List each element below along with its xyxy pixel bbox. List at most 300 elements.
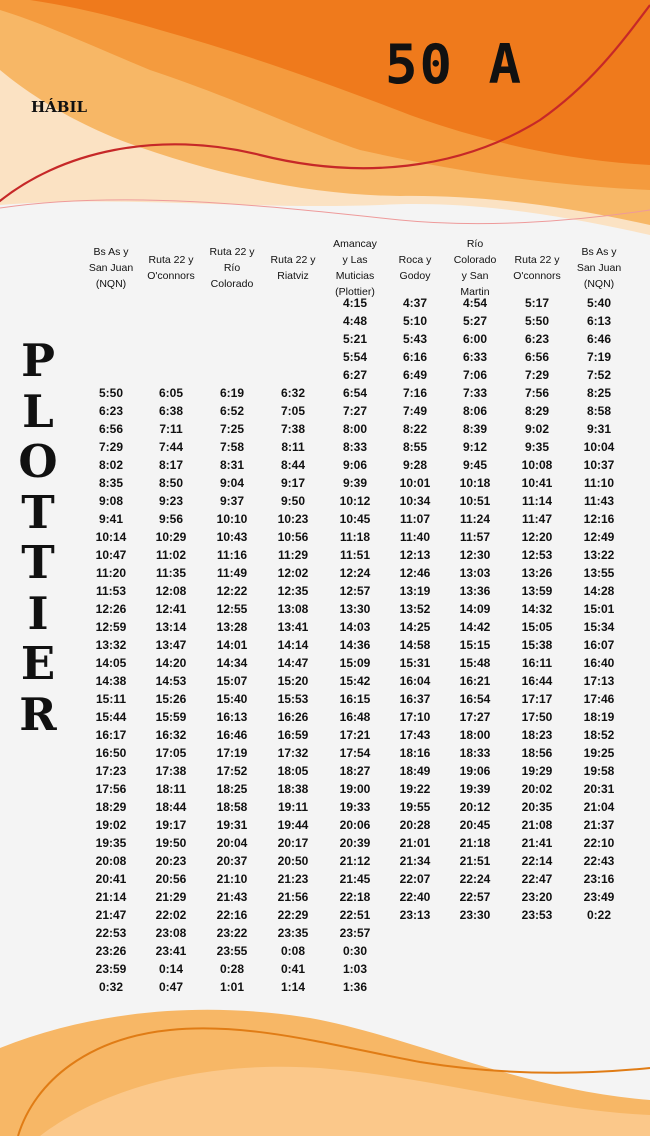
departure-time: 18:05 xyxy=(277,764,309,778)
departure-time: 10:34 xyxy=(399,494,431,508)
departure-time: 9:37 xyxy=(219,494,245,508)
town-name-letter: T xyxy=(21,536,55,589)
departure-time: 10:14 xyxy=(95,530,127,544)
departure-time: 15:15 xyxy=(459,638,491,652)
departure-time: 16:11 xyxy=(521,656,553,670)
departure-time: 6:33 xyxy=(462,350,488,364)
departure-time: 13:52 xyxy=(399,602,431,616)
departure-time: 0:22 xyxy=(586,908,612,922)
departure-time: 9:02 xyxy=(524,422,550,436)
departure-time: 8:50 xyxy=(158,476,184,490)
departure-time: 20:41 xyxy=(95,872,127,886)
departure-time: 18:44 xyxy=(155,800,187,814)
departure-time: 11:02 xyxy=(155,548,187,562)
departure-time: 14:09 xyxy=(459,602,491,616)
departure-time: 13:32 xyxy=(95,638,127,652)
departure-time: 17:50 xyxy=(521,710,553,724)
departure-time: 8:39 xyxy=(462,422,488,436)
departure-time: 8:55 xyxy=(402,440,428,454)
departure-time: 19:00 xyxy=(339,782,371,796)
departure-time: 11:07 xyxy=(399,512,431,526)
departure-time: 16:48 xyxy=(339,710,371,724)
departure-time: 23:35 xyxy=(277,926,309,940)
column-header-line: Riatviz xyxy=(277,270,309,282)
departure-time: 12:30 xyxy=(459,548,491,562)
town-name-letter: I xyxy=(27,586,49,640)
departure-time: 11:40 xyxy=(399,530,431,544)
column-header-line: (Plottier) xyxy=(335,286,375,298)
departure-time: 22:29 xyxy=(277,908,309,922)
departure-time: 20:37 xyxy=(216,854,248,868)
departure-time: 11:29 xyxy=(277,548,309,562)
departure-time: 18:29 xyxy=(95,800,127,814)
departure-time: 20:12 xyxy=(459,800,491,814)
departure-time: 7:06 xyxy=(462,368,488,382)
departure-time: 9:12 xyxy=(462,440,488,454)
departure-time: 10:45 xyxy=(339,512,371,526)
departure-time: 19:22 xyxy=(399,782,431,796)
departure-time: 12:08 xyxy=(155,584,187,598)
departure-time: 14:28 xyxy=(583,584,615,598)
departure-time: 17:05 xyxy=(155,746,187,760)
departure-time: 15:38 xyxy=(521,638,553,652)
departure-time: 11:51 xyxy=(339,548,371,562)
departure-time: 21:10 xyxy=(216,872,248,886)
departure-time: 8:58 xyxy=(586,404,612,418)
departure-time: 17:10 xyxy=(399,710,431,724)
bottom-decoration xyxy=(0,1000,650,1136)
departure-time: 15:07 xyxy=(216,674,248,688)
column-header-line: Bs As y xyxy=(93,246,129,258)
departure-time: 6:16 xyxy=(402,350,428,364)
departure-time: 13:55 xyxy=(583,566,615,580)
departure-time: 22:18 xyxy=(339,890,371,904)
departure-time: 6:56 xyxy=(524,350,550,364)
departure-time: 0:47 xyxy=(158,980,184,994)
departure-time: 6:54 xyxy=(342,386,368,400)
departure-time: 23:57 xyxy=(339,926,371,940)
departure-time: 22:43 xyxy=(583,854,615,868)
column-header-line: Ruta 22 y xyxy=(209,246,255,258)
column-header-line: (NQN) xyxy=(95,278,127,290)
departure-time: 23:08 xyxy=(155,926,187,940)
town-name-letter: O xyxy=(18,435,58,488)
column-header-line: Ruta 22 y xyxy=(514,254,560,266)
departure-time: 19:02 xyxy=(95,818,127,832)
departure-time: 20:06 xyxy=(339,818,371,832)
departure-time: 9:17 xyxy=(280,476,306,490)
departure-time: 12:41 xyxy=(155,602,187,616)
column-header-c2 xyxy=(139,222,203,314)
departure-time: 10:01 xyxy=(399,476,431,490)
departure-time: 10:29 xyxy=(155,530,187,544)
departure-time: 12:13 xyxy=(399,548,431,562)
departure-time: 18:33 xyxy=(459,746,491,760)
departure-time: 7:29 xyxy=(98,440,124,454)
departure-time: 22:51 xyxy=(339,908,371,922)
column-header-line: Martin xyxy=(460,286,490,298)
departure-time: 16:54 xyxy=(459,692,491,706)
departure-time: 22:07 xyxy=(399,872,431,886)
departure-time: 21:04 xyxy=(583,800,615,814)
town-name-vertical xyxy=(15,336,61,740)
departure-time: 14:25 xyxy=(399,620,431,634)
column-header-line: Colorado xyxy=(210,278,254,290)
departure-time: 12:46 xyxy=(399,566,431,580)
departure-time: 15:42 xyxy=(339,674,371,688)
departure-time: 15:20 xyxy=(277,674,309,688)
departure-time: 5:21 xyxy=(342,332,368,346)
departure-time: 15:05 xyxy=(521,620,553,634)
departure-time: 13:26 xyxy=(521,566,553,580)
departure-time: 16:13 xyxy=(216,710,248,724)
departure-time: 0:30 xyxy=(342,944,368,958)
departure-time: 5:17 xyxy=(524,296,550,310)
departure-time: 14:42 xyxy=(459,620,491,634)
departure-time: 8:31 xyxy=(219,458,245,472)
departure-time: 21:47 xyxy=(95,908,127,922)
departure-time: 14:47 xyxy=(277,656,309,670)
departure-time: 13:08 xyxy=(277,602,309,616)
departure-time: 13:30 xyxy=(339,602,371,616)
departure-time: 9:31 xyxy=(586,422,612,436)
departure-time: 21:37 xyxy=(583,818,615,832)
departure-time: 15:48 xyxy=(459,656,491,670)
departure-time: 8:25 xyxy=(586,386,612,400)
departure-time: 0:41 xyxy=(280,962,306,976)
departure-time: 19:25 xyxy=(583,746,615,760)
departure-time: 6:49 xyxy=(402,368,428,382)
town-name-letter: R xyxy=(19,687,57,741)
departure-time: 12:24 xyxy=(339,566,371,580)
departure-time: 13:28 xyxy=(216,620,248,634)
departure-time: 11:53 xyxy=(95,584,127,598)
departure-time: 18:25 xyxy=(216,782,248,796)
departure-time: 9:50 xyxy=(280,494,306,508)
departure-time: 6:56 xyxy=(98,422,124,436)
departure-time: 23:22 xyxy=(216,926,248,940)
departure-time: 21:08 xyxy=(521,818,553,832)
departure-time: 22:24 xyxy=(459,872,491,886)
departure-time: 20:39 xyxy=(339,836,371,850)
departure-time: 19:33 xyxy=(339,800,371,814)
departure-time: 13:47 xyxy=(155,638,187,652)
departure-time: 21:45 xyxy=(339,872,371,886)
column-header-line: Amancay xyxy=(333,238,377,250)
town-name-letter: E xyxy=(20,637,56,690)
departure-time: 10:37 xyxy=(583,458,615,472)
day-type-label: HÁBIL xyxy=(31,98,88,116)
departure-time: 23:13 xyxy=(399,908,431,922)
departure-time: 12:57 xyxy=(339,584,371,598)
departure-time: 16:40 xyxy=(583,656,615,670)
departure-time: 23:30 xyxy=(459,908,491,922)
departure-time: 20:45 xyxy=(459,818,491,832)
column-header-line: Bs As y xyxy=(581,246,617,258)
departure-time: 5:50 xyxy=(98,386,124,400)
departure-time: 13:03 xyxy=(459,566,491,580)
departure-time: 16:46 xyxy=(216,728,248,742)
departure-time: 10:43 xyxy=(216,530,248,544)
departure-time: 9:08 xyxy=(98,494,124,508)
departure-time: 13:59 xyxy=(521,584,553,598)
departure-time: 10:12 xyxy=(339,494,371,508)
departure-time: 23:59 xyxy=(95,962,127,976)
departure-time: 11:18 xyxy=(339,530,371,544)
top-decoration xyxy=(0,0,650,235)
departure-time: 8:00 xyxy=(342,422,368,436)
departure-time: 4:15 xyxy=(342,296,368,310)
departure-time: 19:11 xyxy=(277,800,309,814)
departure-time: 11:35 xyxy=(155,566,187,580)
column-header-c4 xyxy=(261,222,325,314)
departure-time: 23:26 xyxy=(95,944,127,958)
departure-time: 21:23 xyxy=(277,872,309,886)
departure-time: 17:46 xyxy=(583,692,615,706)
departure-time: 17:52 xyxy=(216,764,248,778)
departure-time: 9:04 xyxy=(219,476,245,490)
departure-time: 10:47 xyxy=(95,548,127,562)
column-header-line: O'connors xyxy=(147,270,195,282)
departure-time: 16:44 xyxy=(521,674,553,688)
departure-time: 1:01 xyxy=(219,980,245,994)
departure-time: 22:40 xyxy=(399,890,431,904)
departure-time: 15:09 xyxy=(339,656,371,670)
departure-time: 15:31 xyxy=(399,656,431,670)
departure-time: 7:52 xyxy=(586,368,612,382)
departure-time: 12:16 xyxy=(583,512,615,526)
departure-time: 21:01 xyxy=(399,836,431,850)
departure-time: 6:19 xyxy=(219,386,245,400)
departure-time: 18:00 xyxy=(459,728,491,742)
departure-time: 14:05 xyxy=(95,656,127,670)
departure-time: 19:31 xyxy=(216,818,248,832)
departure-time: 6:00 xyxy=(462,332,488,346)
departure-time: 15:34 xyxy=(583,620,615,634)
departure-time: 12:26 xyxy=(95,602,127,616)
column-header-line: Río xyxy=(223,262,241,274)
column-header-line: Colorado xyxy=(453,254,497,266)
column-header-line: Roca y xyxy=(398,254,432,266)
departure-time: 12:20 xyxy=(521,530,553,544)
departure-time: 7:56 xyxy=(524,386,550,400)
departure-time: 23:20 xyxy=(521,890,553,904)
departure-time: 12:53 xyxy=(521,548,553,562)
departure-time: 5:27 xyxy=(462,314,488,328)
departure-time: 7:29 xyxy=(524,368,550,382)
column-header-line: Muticias xyxy=(335,270,375,282)
departure-time: 7:33 xyxy=(462,386,488,400)
departure-time: 16:32 xyxy=(155,728,187,742)
departure-time: 0:28 xyxy=(219,962,245,976)
town-name-letter: P xyxy=(21,334,55,387)
departure-time: 11:20 xyxy=(95,566,127,580)
departure-time: 16:04 xyxy=(399,674,431,688)
departure-time: 9:28 xyxy=(402,458,428,472)
departure-time: 8:11 xyxy=(281,440,305,454)
departure-time: 11:24 xyxy=(459,512,491,526)
departure-time: 9:23 xyxy=(158,494,184,508)
column-header-c3 xyxy=(200,222,264,314)
departure-time: 6:13 xyxy=(586,314,612,328)
departure-time: 12:49 xyxy=(583,530,615,544)
departure-time: 10:41 xyxy=(521,476,553,490)
departure-time: 17:21 xyxy=(339,728,371,742)
departure-time: 14:03 xyxy=(339,620,371,634)
departure-time: 12:55 xyxy=(216,602,248,616)
departure-time: 20:50 xyxy=(277,854,309,868)
departure-time: 23:55 xyxy=(216,944,248,958)
departure-time: 19:39 xyxy=(459,782,491,796)
departure-time: 17:38 xyxy=(155,764,187,778)
departure-time: 0:08 xyxy=(280,944,306,958)
departure-time: 14:14 xyxy=(277,638,309,652)
departure-time: 15:01 xyxy=(583,602,615,616)
departure-time: 13:19 xyxy=(399,584,431,598)
departure-time: 1:36 xyxy=(342,980,368,994)
column-header-line: Río xyxy=(466,238,484,250)
departure-time: 11:10 xyxy=(583,476,615,490)
departure-time: 6:52 xyxy=(219,404,245,418)
departure-time: 0:32 xyxy=(98,980,124,994)
departure-time: 7:38 xyxy=(280,422,306,436)
departure-time: 8:22 xyxy=(402,422,428,436)
departure-time: 7:58 xyxy=(219,440,245,454)
departure-time: 5:54 xyxy=(342,350,368,364)
departure-time: 18:11 xyxy=(155,782,187,796)
departure-time: 5:10 xyxy=(402,314,428,328)
departure-time: 20:28 xyxy=(399,818,431,832)
departure-time: 7:44 xyxy=(158,440,184,454)
departure-time: 16:37 xyxy=(399,692,431,706)
departure-time: 20:08 xyxy=(95,854,127,868)
departure-time: 19:50 xyxy=(155,836,187,850)
departure-time: 12:35 xyxy=(277,584,309,598)
departure-time: 11:43 xyxy=(583,494,615,508)
departure-time: 12:02 xyxy=(277,566,309,580)
departure-time: 15:40 xyxy=(216,692,248,706)
column-header-line: San Juan xyxy=(88,262,134,274)
departure-time: 7:27 xyxy=(342,404,368,418)
departure-time: 5:50 xyxy=(524,314,550,328)
departure-time: 12:59 xyxy=(95,620,127,634)
departure-time: 11:14 xyxy=(521,494,553,508)
departure-time: 22:10 xyxy=(583,836,615,850)
departure-time: 11:57 xyxy=(459,530,491,544)
departure-time: 1:14 xyxy=(280,980,306,994)
departure-time: 20:35 xyxy=(521,800,553,814)
column-header-line: Ruta 22 y xyxy=(270,254,316,266)
departure-time: 17:54 xyxy=(339,746,371,760)
departure-time: 1:03 xyxy=(342,962,368,976)
departure-time: 0:14 xyxy=(158,962,184,976)
departure-time: 18:58 xyxy=(216,800,248,814)
column-header-line: Godoy xyxy=(399,270,431,282)
departure-time: 17:43 xyxy=(399,728,431,742)
departure-time: 10:51 xyxy=(459,494,491,508)
departure-time: 23:49 xyxy=(583,890,615,904)
departure-time: 16:26 xyxy=(277,710,309,724)
departure-time: 7:25 xyxy=(219,422,245,436)
departure-time: 9:45 xyxy=(462,458,488,472)
departure-time: 16:07 xyxy=(583,638,615,652)
departure-time: 10:08 xyxy=(521,458,553,472)
departure-time: 14:36 xyxy=(339,638,371,652)
departure-time: 22:16 xyxy=(216,908,248,922)
departure-time: 18:23 xyxy=(521,728,553,742)
departure-time: 7:19 xyxy=(586,350,612,364)
departure-time: 21:43 xyxy=(216,890,248,904)
departure-time: 18:56 xyxy=(521,746,553,760)
departure-time: 6:23 xyxy=(524,332,550,346)
column-header-line: y San xyxy=(461,270,489,282)
departure-time: 22:53 xyxy=(95,926,127,940)
departure-time: 16:59 xyxy=(277,728,309,742)
departure-time: 20:17 xyxy=(277,836,309,850)
column-header-c1 xyxy=(79,222,143,314)
departure-time: 9:35 xyxy=(524,440,550,454)
departure-time: 23:16 xyxy=(583,872,615,886)
departure-time: 6:46 xyxy=(586,332,612,346)
departure-time: 13:36 xyxy=(459,584,491,598)
departure-time: 11:47 xyxy=(521,512,553,526)
departure-time: 22:14 xyxy=(521,854,553,868)
departure-time: 19:06 xyxy=(459,764,491,778)
departure-time: 17:27 xyxy=(459,710,491,724)
column-header-line: y Las xyxy=(342,254,368,266)
departure-time: 8:29 xyxy=(524,404,550,418)
departure-time: 17:19 xyxy=(216,746,248,760)
departure-time: 14:58 xyxy=(399,638,431,652)
departure-time: 11:16 xyxy=(216,548,248,562)
column-header-line: Ruta 22 y xyxy=(148,254,194,266)
departure-time: 5:43 xyxy=(402,332,428,346)
departure-time: 22:57 xyxy=(459,890,491,904)
departure-time: 9:56 xyxy=(158,512,184,526)
departure-time: 18:16 xyxy=(399,746,431,760)
departure-time: 14:20 xyxy=(155,656,187,670)
departure-time: 19:17 xyxy=(155,818,187,832)
departure-time: 14:01 xyxy=(216,638,248,652)
departure-time: 23:53 xyxy=(521,908,553,922)
departure-time: 14:32 xyxy=(521,602,553,616)
departure-time: 14:53 xyxy=(155,674,187,688)
departure-time: 22:02 xyxy=(155,908,187,922)
departure-time: 13:22 xyxy=(583,548,615,562)
departure-time: 10:23 xyxy=(277,512,309,526)
column-header-line: (NQN) xyxy=(583,278,615,290)
departure-time: 14:34 xyxy=(216,656,248,670)
departure-time: 8:44 xyxy=(280,458,306,472)
departure-time: 9:41 xyxy=(98,512,124,526)
departure-time: 17:32 xyxy=(277,746,309,760)
departure-time: 10:56 xyxy=(277,530,309,544)
departure-time: 8:35 xyxy=(98,476,124,490)
departure-time: 15:26 xyxy=(155,692,187,706)
departure-time: 6:32 xyxy=(280,386,306,400)
departure-time: 7:49 xyxy=(402,404,428,418)
departure-time: 14:38 xyxy=(95,674,127,688)
column-header-line: O'connors xyxy=(513,270,561,282)
departure-time: 18:52 xyxy=(583,728,615,742)
departure-time: 20:02 xyxy=(521,782,553,796)
departure-time: 19:35 xyxy=(95,836,127,850)
departure-time: 17:17 xyxy=(521,692,553,706)
departure-time: 7:11 xyxy=(159,422,183,436)
departure-time: 18:27 xyxy=(339,764,371,778)
departure-time: 18:49 xyxy=(399,764,431,778)
departure-time: 10:18 xyxy=(459,476,491,490)
